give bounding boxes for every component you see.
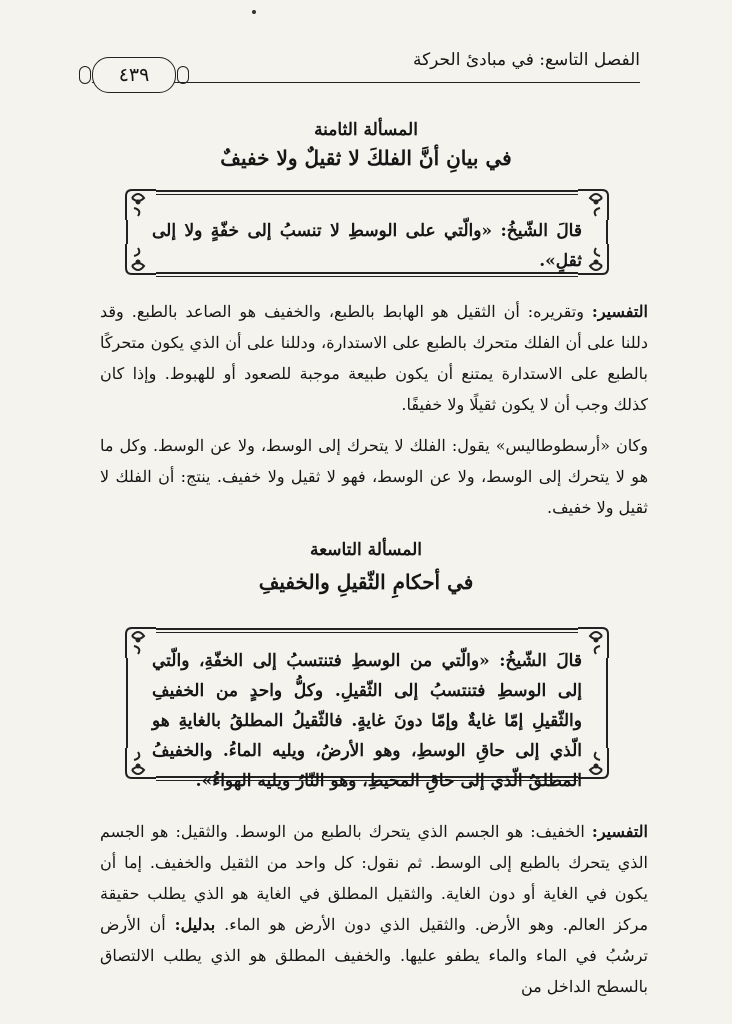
- quote-text-9: قالَ الشّيخُ: «والّتي من الوسطِ فتنتسبُ إلى الخفّةِ، والّتي إلى الوسطِ فتنتسبُ إلى الثّقيلِ. وكلُّ واحدٍ من الخفيفِ والثّقيلِ إمّا غايةٌ وإمّا دونَ غايةٍ. فالثّقيلُ المطلقُ بالغايةِ هو الّذي إلى حاقِ الوسطِ، وهو الأرضُ، ويليه الماءُ. والخفيفُ المطلقُ الّذي إلى حاقِ المحيطِ، وهو النّارُ ويليه الهواءُ».: [152, 651, 582, 791]
- commentary-text: وتقريره: أن الثقيل هو الهابط بالطبع، والخفيف هو الصاعد بالطبع. وقد دللنا على أن الفلك متحرك بالطبع على الاستدارة، ودللنا على أن الذي يكون متحركًا بالطبع على الاستدارة يمتنع أن يكون طبيعة موجبة للصعود أو للهبوط. وإذا كان كذلك وجب أن لا يكون ثقيلًا ولا خفيفًا.: [100, 302, 648, 414]
- commentary-label: التفسير:: [591, 822, 648, 841]
- running-header-title: الفصل التاسع: في مبادئ الحركة: [412, 50, 640, 70]
- ink-dot: [252, 10, 256, 14]
- section-9-label: المسألة التاسعة: [309, 540, 423, 560]
- evidence-text: أن الأرض ترسُبُ في الماء والماء يطفو عليها. والخفيف المطلق هو الذي يطلب الالتصاق بالسطح الداخل من: [100, 915, 648, 996]
- commentary-label: التفسير:: [591, 302, 648, 321]
- quote-frame-9: [122, 624, 612, 791]
- section-8-title: في بيانِ أنَّ الفلكَ لا ثقيلٌ ولا خفيفٌ: [220, 146, 512, 170]
- ornament-corner-icon: [122, 624, 156, 658]
- ornament-corner-icon: [578, 624, 612, 658]
- ornament-corner-icon: [578, 244, 612, 278]
- ornament-corner-icon: [578, 186, 612, 220]
- page-number: ٤٣٩: [118, 64, 150, 86]
- section-9-title: في أحكامِ الثّقيلِ والخفيفِ: [258, 570, 474, 594]
- ornament-corner-icon: [122, 244, 156, 278]
- commentary-paragraph-8: [100, 296, 648, 420]
- quote-frame-8: [122, 186, 612, 278]
- evidence-label: بدليل:: [174, 915, 216, 934]
- ornament-corner-icon: [578, 748, 612, 782]
- aristotle-paragraph: وكان «أرسطوطاليس» يقول: الفلك لا يتحرك إلى الوسط، ولا عن الوسط. وكل ما هو لا يتحرك إلى الوسط، ولا عن الوسط، فهو لا ثقيل ولا خفيف. ينتج: أن الفلك لا ثقيل ولا خفيف.: [100, 436, 648, 517]
- commentary-text: الخفيف: هو الجسم الذي يتحرك بالطبع من الوسط. والثقيل: هو الجسم الذي يتحرك بالطبع إلى الوسط. ثم نقول: كل واحد من الثقيل والخفيف. إما أن يكون في الغاية أو دون الغاية. والثقيل المطلق في الغاية هو الذي يطلب حقيقة مركز العالم. وهو الأرض. والثقيل الذي دون الأرض هو الماء.: [100, 822, 649, 934]
- ornament-corner-icon: [122, 748, 156, 782]
- ornament-corner-icon: [122, 186, 156, 220]
- page-number-badge: [92, 57, 176, 93]
- section-8-label: المسألة الثامنة: [314, 120, 418, 140]
- quote-text-8: قالَ الشّيخُ: «والّتي على الوسطِ لا تنسبُ إلى خفّةٍ ولا إلى ثقلٍ».: [152, 221, 582, 271]
- commentary-paragraph-9: [100, 816, 648, 1002]
